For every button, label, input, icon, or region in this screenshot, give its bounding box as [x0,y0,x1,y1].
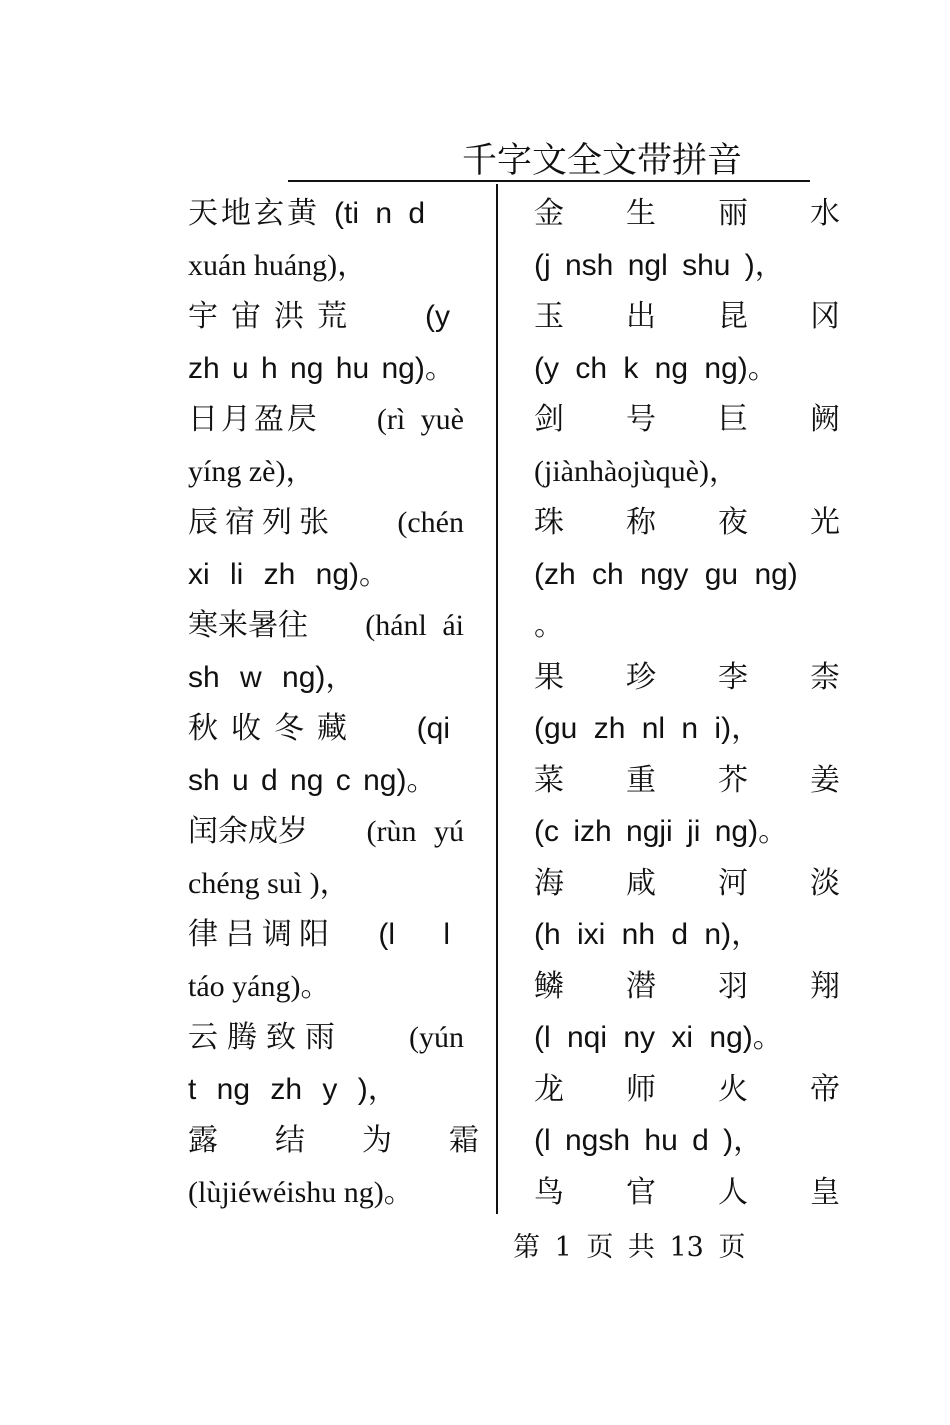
verse-hanzi: 玉出昆冈 [534,299,902,334]
verse-pinyin: (rùn yú [366,815,464,848]
verse-hanzi: 秋收冬藏 [188,711,360,746]
verse-pinyin-line: xuán huáng)， [188,248,368,282]
verse-pinyin-line: (c izh ngji ji ng)。 [534,815,789,848]
verse-hanzi-line [534,858,902,910]
page-number: 第 1 页 共 13 页 [513,1232,746,1263]
verse-pinyin: (hánl ái [365,609,464,642]
verse-hanzi: 云腾致雨 [188,1020,344,1055]
verse-pinyin: (l l [378,918,450,951]
header-rule [288,180,810,182]
verse-hanzi-line [534,1064,902,1116]
verse-hanzi: 鳞潜羽翔 [534,968,902,1004]
verse-hanzi: 金生丽水 [534,196,902,231]
column-divider [496,184,498,1214]
verse-hanzi: 鸟官人皇 [534,1174,902,1210]
verse-pinyin-line: sh w ng)， [188,660,356,694]
verse-hanzi: 辰宿列张 [188,505,336,540]
verse-pinyin: (y [425,300,450,333]
verse-hanzi-line [188,291,464,343]
verse-hanzi-line [188,806,464,858]
verse-hanzi: 闰余成岁 [188,814,308,849]
left-column [188,188,536,1218]
verse-pinyin-line: zh u h ng hu ng)。 [188,351,455,385]
verse-hanzi-line [188,497,464,549]
verse-hanzi: 果珍李柰 [534,659,902,695]
verse-hanzi-line [188,394,464,446]
verse-pinyin-line: táo yáng)。 [188,969,331,1003]
verse-hanzi-line [188,600,464,652]
right-column [534,188,902,1218]
verse-hanzi-line [534,755,902,807]
verse-pinyin-line: (lùjiéwéishu ng)。 [188,1175,414,1209]
verse-hanzi: 宇宙洪荒 [188,299,360,334]
verse-hanzi: 露结为霜 [188,1123,536,1158]
verse-pinyin-line: sh u d ng c ng)。 [188,763,437,797]
verse-hanzi: 菜重芥姜 [534,762,902,798]
verse-pinyin-line: (j nsh ngl shu )， [534,248,785,282]
verse-pinyin: (ti n d [334,197,426,230]
verse-hanzi: 寒来暑往 [188,608,308,643]
verse-pinyin-line: (l ngsh hu d )， [534,1124,764,1157]
verse-pinyin: (qi [416,712,450,745]
verse-hanzi-line [534,1167,902,1219]
verse-hanzi-line [534,497,902,549]
verse-hanzi: 珠称夜光 [534,505,902,540]
verse-hanzi: 龙师火帝 [534,1071,902,1107]
verse-pinyin-line: (h ixi nh d n)， [534,918,762,951]
verse-pinyin: (chén [397,506,464,539]
verse-pinyin-line: xi li zh ng)。 [188,557,390,591]
verse-hanzi: 天地玄黄 [188,196,320,231]
verse-hanzi-line [534,652,902,704]
verse-hanzi-line [188,909,464,961]
verse-pinyin-line: (jiànhàojùquè)， [534,454,739,488]
document-title: 千字文全文带拼音 [462,141,743,181]
verse-hanzi-line [188,1012,464,1064]
verse-hanzi-line [188,703,464,755]
verse-hanzi: 律吕调阳 [188,917,336,952]
verse-hanzi-line [534,961,902,1013]
verse-pinyin-line: (gu zh nl n i)， [534,712,762,745]
verse-pinyin-line: t ng zh y )， [188,1072,398,1106]
verse-hanzi: 日月盈昃 [188,402,320,437]
verse-hanzi: 海咸河淡 [534,865,902,901]
verse-pinyin-line: yíng zè)， [188,454,316,488]
verse-pinyin: (yún [409,1021,464,1054]
verse-hanzi: 剑号巨阙 [534,402,902,437]
verse-hanzi-line [534,188,902,240]
verse-pinyin-line: chéng suì )， [188,866,350,900]
verse-hanzi-line [534,394,902,446]
verse-pinyin-tail: 。 [534,608,564,643]
verse-pinyin: (rì yuè [376,403,464,436]
verse-hanzi-line [534,291,902,343]
verse-pinyin-line: (l nqi ny xi ng)。 [534,1021,783,1054]
verse-hanzi-line [188,1115,536,1167]
verse-hanzi-line [188,188,464,240]
verse-pinyin-line: (zh ch ngy gu ng) [534,557,798,591]
verse-pinyin-line: (y ch k ng ng)。 [534,351,778,385]
